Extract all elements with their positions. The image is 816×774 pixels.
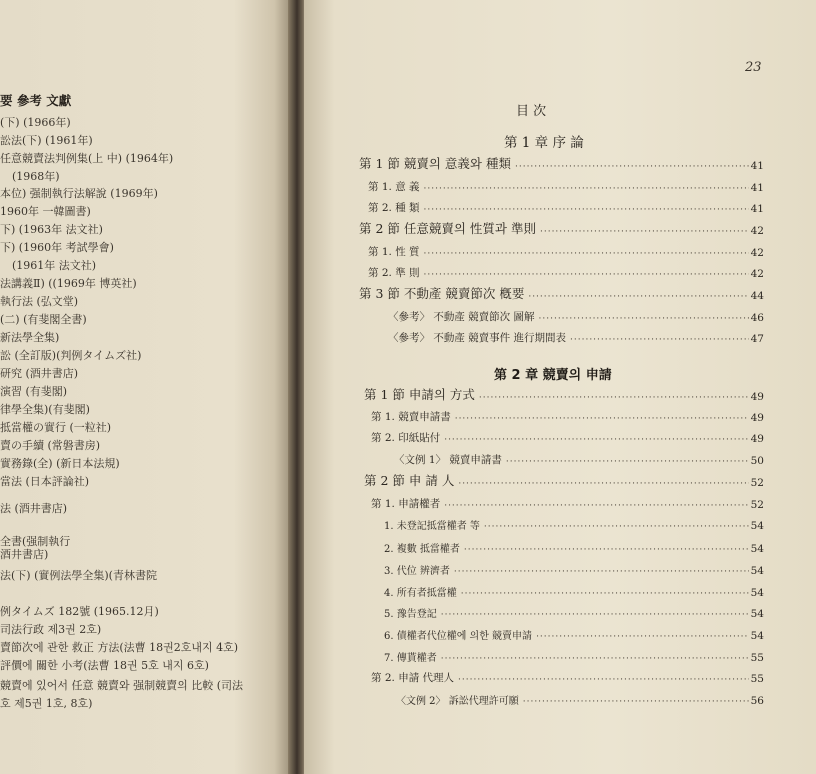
leader-dots xyxy=(424,205,749,215)
toc-entry-page: 41 xyxy=(750,203,764,215)
toc-entry-page: 56 xyxy=(750,695,764,707)
toc-entry-page: 41 xyxy=(750,160,764,172)
leader-dots xyxy=(523,697,749,707)
toc-entry-label: 3. 代位 辨濟者 xyxy=(384,566,450,577)
toc-entry-page: 41 xyxy=(750,182,764,194)
toc-entry-label: 第 1 節 申請의 方式 xyxy=(364,387,475,402)
toc-entry xyxy=(371,429,764,445)
toc-entry xyxy=(368,199,764,215)
toc-entry-label: 第 2. 申請 代理人 xyxy=(371,672,455,684)
toc-entry-label: 第 1. 競賣申請書 xyxy=(371,411,451,423)
leader-dots xyxy=(479,393,749,403)
reference-line: 演習 (有斐閣) xyxy=(0,385,68,398)
references-heading: 要 參考 文獻 xyxy=(0,93,72,108)
leader-dots xyxy=(454,567,749,577)
reference-line: 律學全集)(有斐閣) xyxy=(0,403,90,416)
toc-entry-label: 第 3 節 不動產 競賣節次 槪要 xyxy=(359,286,525,301)
toc-entry xyxy=(368,243,764,259)
reference-line: 抵當權の實行 (一粒社) xyxy=(0,421,112,434)
toc-entry-label: 第 2 節 申 請 人 xyxy=(364,473,455,488)
toc-entry-page: 46 xyxy=(750,312,764,324)
toc-entry xyxy=(364,387,764,403)
toc-entry-page: 49 xyxy=(750,391,764,403)
toc-entry-label: 第 1. 申請權者 xyxy=(371,498,441,510)
reference-line: 司法行政 제3권 2호) xyxy=(0,623,102,636)
toc-entry-label: 1. 未登記抵當權者 等 xyxy=(384,521,480,532)
toc-entry xyxy=(371,495,764,511)
leader-dots xyxy=(458,479,748,489)
reference-line: 酒井書店) xyxy=(0,548,49,561)
toc-entry-label: 〈參考〉 不動產 競賣節次 圖解 xyxy=(388,311,535,323)
toc-entry-label: 5. 豫告登記 xyxy=(384,609,437,620)
toc-entry xyxy=(368,178,764,194)
toc-entry xyxy=(396,691,764,707)
reference-line: 例タイムズ 182號 (1965.12月) xyxy=(0,605,159,618)
toc-entry-label: 第 2. 種 類 xyxy=(368,202,420,214)
toc-entry-page: 42 xyxy=(750,225,764,237)
leader-dots xyxy=(515,162,749,172)
toc-entry-page: 42 xyxy=(750,268,764,280)
reference-line: 1960年 一韓圖書) xyxy=(0,205,91,218)
toc-entry-label: 〈文例 2〉 訴訟代理許可願 xyxy=(396,696,519,707)
toc-entry-page: 47 xyxy=(750,333,764,345)
toc-entry-label: 〈文例 1〉 競賣申請書 xyxy=(394,454,502,466)
toc-entry-page: 52 xyxy=(750,499,764,511)
reference-line: 實務錄(全) (新日本法規) xyxy=(0,457,120,470)
toc-entry-page: 54 xyxy=(750,520,764,532)
toc-entry xyxy=(394,451,764,467)
toc-entry xyxy=(384,516,764,532)
toc-entry-label: 4. 所有者抵當權 xyxy=(384,588,457,599)
leader-dots xyxy=(424,270,749,280)
leader-dots xyxy=(484,522,749,532)
leader-dots xyxy=(441,610,749,620)
reference-line: 任意競賣法判例集(上 中) (1964年) xyxy=(0,152,174,165)
toc-entry xyxy=(359,221,764,237)
toc-entry-label: 2. 複數 抵當權者 xyxy=(384,544,460,555)
toc-entry-label: 第 2 節 任意競賣의 性質과 準則 xyxy=(359,221,536,236)
reference-line: 全書(强制執行 xyxy=(0,535,71,548)
reference-line: (1968年) xyxy=(12,170,60,183)
chapter-2-heading: 第 2 章 競賣의 申請 xyxy=(494,368,612,383)
toc-entry-page: 49 xyxy=(750,433,764,445)
toc-entry xyxy=(371,669,764,685)
reference-line: 新法學全集) xyxy=(0,331,60,344)
leader-dots xyxy=(444,435,748,445)
leader-dots xyxy=(464,545,749,555)
toc-entry-page: 52 xyxy=(750,477,764,489)
reference-line: 研究 (酒井書店) xyxy=(0,367,79,380)
toc-entry-label: 第 2. 印紙貼付 xyxy=(371,432,441,444)
toc-entry-label: 第 1. 意 義 xyxy=(368,181,420,193)
leader-dots xyxy=(540,227,749,237)
leader-dots xyxy=(441,654,749,664)
reference-line: 賣の手續 (常磐書房) xyxy=(0,439,101,452)
reference-line: 法 (酒井書店) xyxy=(0,502,68,515)
toc-entry xyxy=(384,648,764,664)
toc-entry-page: 54 xyxy=(750,608,764,620)
leader-dots xyxy=(455,414,749,424)
toc-entry-label: 6. 債權者代位權에 의한 競賣申請 xyxy=(384,631,533,642)
leader-dots xyxy=(424,249,749,259)
left-page-references xyxy=(0,0,292,774)
toc-entry-page: 54 xyxy=(750,587,764,599)
toc-entry xyxy=(384,604,764,620)
reference-line: (二) (有斐閣全書) xyxy=(0,313,87,326)
toc-entry-page: 49 xyxy=(750,412,764,424)
reference-line: (下) (1966年) xyxy=(0,116,71,129)
toc-entry-page: 55 xyxy=(750,673,764,685)
toc-entry-page: 42 xyxy=(750,247,764,259)
right-page-table-of-contents xyxy=(304,0,816,774)
toc-entry-page: 54 xyxy=(750,630,764,642)
toc-entry xyxy=(384,626,764,642)
reference-line: 下) (1960年 考試學會) xyxy=(0,241,114,254)
chapter-1-heading: 第 1 章 序 論 xyxy=(504,135,584,151)
reference-line: 本位) 强制執行法解說 (1969年) xyxy=(0,187,158,200)
reference-line: 法(下) (實例法學全集)(青林書院 xyxy=(0,569,157,582)
toc-entry xyxy=(368,264,764,280)
toc-entry xyxy=(384,583,764,599)
toc-entry-page: 44 xyxy=(750,290,764,302)
reference-line: 法講義Ⅱ) ((1969年 博英社) xyxy=(0,277,137,290)
reference-line: 訟 (全訂版)(判例タイムズ社) xyxy=(0,349,142,362)
toc-entry xyxy=(388,308,764,324)
page-number: 23 xyxy=(745,60,762,75)
reference-line: 執行法 (弘文堂) xyxy=(0,295,79,308)
toc-entry xyxy=(359,156,764,172)
toc-entry xyxy=(359,286,764,302)
leader-dots xyxy=(506,457,749,467)
toc-title: 目 次 xyxy=(516,104,547,119)
reference-line: 評價에 關한 小考(法曹 18권 5호 내지 6호) xyxy=(0,659,209,672)
toc-entry-page: 55 xyxy=(750,652,764,664)
toc-entry xyxy=(388,329,764,345)
reference-line: 訟法(下) (1961年) xyxy=(0,134,93,147)
toc-entry-label: 〈參考〉 不動產 競賣事件 進行期間表 xyxy=(388,332,567,344)
toc-entry-page: 54 xyxy=(750,565,764,577)
toc-entry-label: 第 2. 準 則 xyxy=(368,267,420,279)
reference-line: (1961年 法文社) xyxy=(12,259,97,272)
reference-line: 下) (1963年 法文社) xyxy=(0,223,103,236)
reference-line: 競賣에 있어서 任意 競賣와 强制競賣의 比較 (司法 xyxy=(0,679,244,692)
toc-entry xyxy=(384,539,764,555)
leader-dots xyxy=(570,335,749,345)
reference-line: 賣節次에 관한 救正 方法(法曹 18권2호내지 4호) xyxy=(0,641,239,654)
leader-dots xyxy=(444,501,748,511)
toc-entry-page: 54 xyxy=(750,543,764,555)
leader-dots xyxy=(458,675,749,685)
toc-entry-label: 7. 傳貰權者 xyxy=(384,653,437,664)
reference-line: 當法 (日本評論社) xyxy=(0,475,90,488)
toc-entry xyxy=(364,473,764,489)
toc-entry xyxy=(384,561,764,577)
toc-entry-page: 50 xyxy=(750,455,764,467)
reference-line: 호 제5권 1호, 8호) xyxy=(0,697,93,710)
toc-entry-label: 第 1 節 競賣의 意義와 種類 xyxy=(359,156,511,171)
leader-dots xyxy=(536,632,749,642)
leader-dots xyxy=(461,589,749,599)
toc-entry xyxy=(371,408,764,424)
leader-dots xyxy=(528,292,748,302)
leader-dots xyxy=(539,314,749,324)
toc-entry-label: 第 1. 性 質 xyxy=(368,246,420,258)
leader-dots xyxy=(424,184,749,194)
